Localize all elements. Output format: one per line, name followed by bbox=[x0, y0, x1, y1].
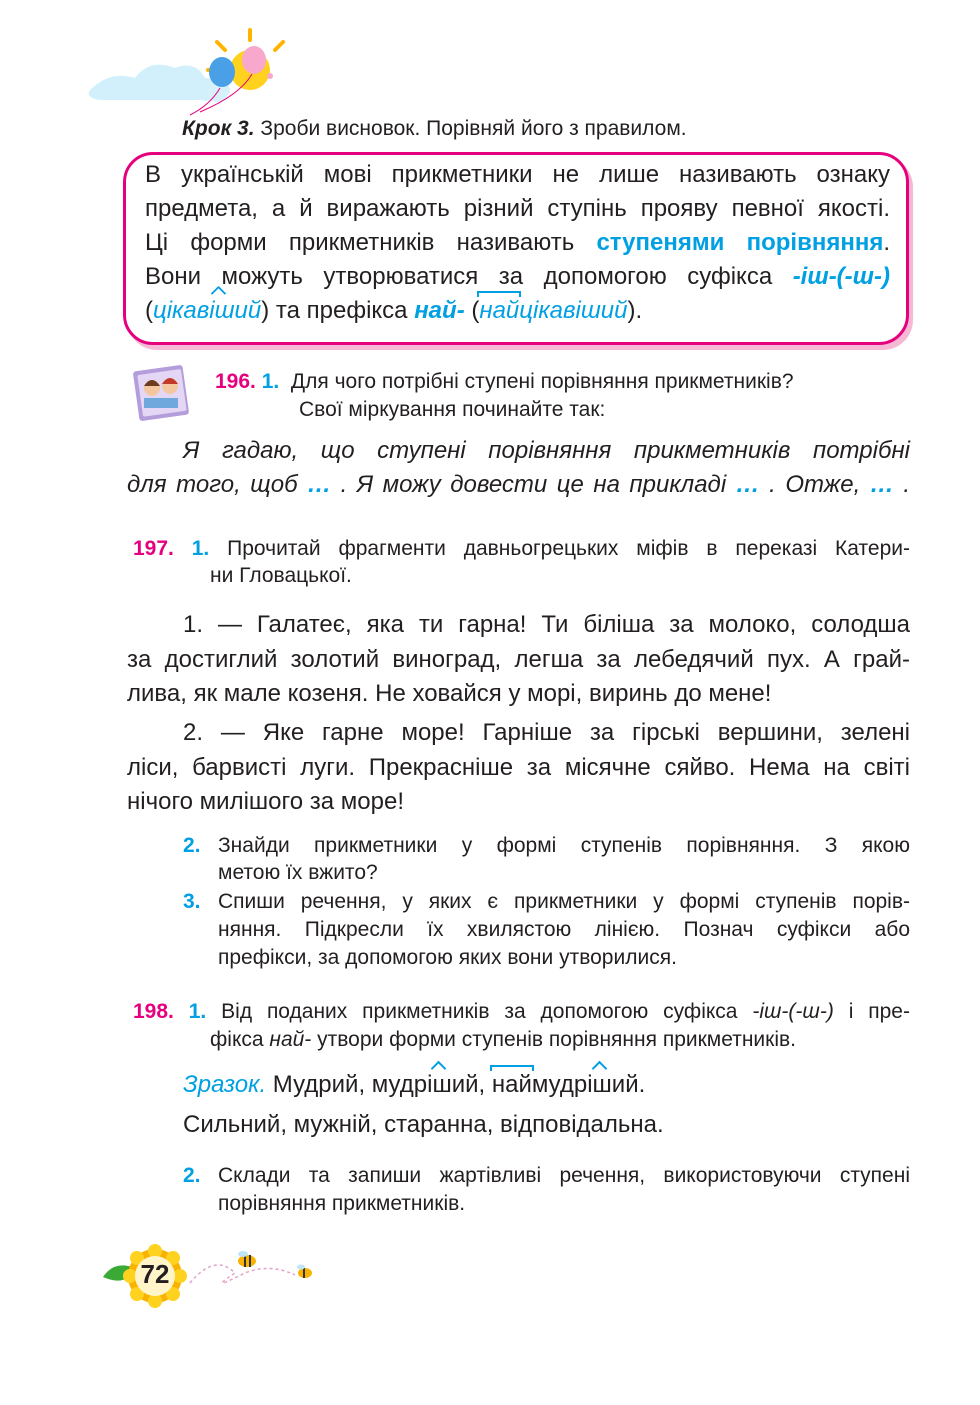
rule-line-4 bbox=[145, 260, 890, 294]
task-197-item-2-line-1: Знайди прикметники у формі ступенів порівняння. З якою bbox=[218, 834, 910, 857]
example-word-1 bbox=[153, 297, 261, 324]
rule-line-3 bbox=[145, 226, 890, 260]
rule-line-4-text: Вони можуть утворюватися за допомогою суфікса bbox=[145, 263, 793, 290]
example-1-root: цікав bbox=[153, 297, 210, 324]
myth-1-line-2: за достиглий золотий виноград, легша за лебедячий пух. А грай- bbox=[127, 646, 910, 673]
sun-balloons-illustration bbox=[80, 20, 300, 130]
rule-line-2: предмета, а й виражають різний ступінь прояву певної якості. bbox=[145, 195, 890, 222]
rule-line-3-text: Ці форми прикметників називають bbox=[145, 229, 597, 256]
sample-a: Мудрий, мудр bbox=[266, 1071, 428, 1098]
task-196-sentence-line-1: Я гадаю, що ступені порівняння прикметників потрібні bbox=[183, 437, 910, 464]
footer-decoration bbox=[95, 1243, 335, 1313]
task-198-sub-2: 2. bbox=[183, 1164, 201, 1187]
step-text: Зроби висновок. Порівняй його з правилом. bbox=[254, 117, 687, 140]
task-196-question: Для чого потрібні ступені порівняння прикметників? bbox=[290, 370, 794, 393]
sample-g: ий. bbox=[611, 1071, 646, 1098]
task-198-sub-1: 1. bbox=[188, 1000, 207, 1023]
task-197-item-3-line-2: няння. Підкресли їх хвилястою лінією. Познач суфікси або bbox=[218, 918, 910, 941]
sample-prefix: най bbox=[492, 1068, 532, 1102]
paren-open: ( bbox=[145, 297, 153, 324]
example-2-rest: цікавіший bbox=[519, 297, 628, 324]
task-197-question-2: ни Гловацької. bbox=[210, 564, 352, 587]
sample-suffix-2: іш bbox=[587, 1068, 612, 1102]
task-197-item-3-line-3: префікси, за допомогою яких вони утворилися. bbox=[218, 946, 677, 969]
task-197-sub-1: 1. bbox=[191, 537, 210, 560]
task-196-number: 196. bbox=[215, 370, 256, 393]
task-197-sub-2: 2. bbox=[183, 834, 201, 857]
task-198-line-2 bbox=[210, 1026, 796, 1054]
step-heading bbox=[182, 117, 687, 141]
task-198-q2c: утвори форми ступенів порівняння прикметників. bbox=[311, 1028, 797, 1051]
example-2-prefix: най bbox=[479, 294, 519, 328]
blue-balloon-icon bbox=[209, 57, 235, 87]
task-197-item-2-line-2: метою їх вжито? bbox=[218, 861, 378, 884]
s2-part-c: . Я можу довести це на прикладі bbox=[331, 471, 736, 498]
sample-label: Зразок. bbox=[183, 1071, 267, 1098]
adjective-list: Сильний, мужній, старанна, відповідальна. bbox=[183, 1111, 664, 1138]
paren-open-2: ( bbox=[464, 297, 480, 324]
myth-2-line-2: ліси, барвисті луги. Прекрасніше за місячне сяйво. Нема на світі bbox=[127, 754, 910, 781]
sample-e: мудр bbox=[531, 1071, 588, 1098]
rule-line-3-dot: . bbox=[883, 229, 890, 256]
rule-line-5 bbox=[145, 294, 890, 328]
task-198-prefix: най- bbox=[269, 1028, 312, 1051]
ellipsis-2: … bbox=[735, 471, 760, 498]
suffix-term: -іш-(-ш-) bbox=[792, 263, 890, 290]
task-198-suffix: -іш-(-ш-) bbox=[752, 1000, 834, 1023]
step-label: Крок 3. bbox=[182, 117, 255, 140]
task-197-number: 197. bbox=[133, 537, 174, 560]
task-196-instruction: Свої міркування починайте так: bbox=[299, 398, 606, 421]
rule-line-1: В українській мові прикметники не лише називають ознаку bbox=[145, 161, 890, 188]
myth-1-line-1: 1. — Галатеє, яка ти гарна! Ти біліша за молоко, солодша bbox=[183, 611, 910, 638]
myth-1-line-3: лива, як мале козеня. Не ховайся у морі, виринь до мене! bbox=[127, 680, 772, 707]
term-degrees-comparison: ступенями порівняння bbox=[596, 229, 884, 256]
example-1-ending: ий bbox=[234, 297, 262, 324]
myth-2-line-3: нічого милішого за море! bbox=[127, 788, 404, 815]
task-197-question-1: Прочитай фрагменти давньогрецьких міфів в переказі Катери- bbox=[227, 537, 910, 560]
bee-icon-small bbox=[297, 1265, 312, 1279]
task-198-number: 198. bbox=[133, 1000, 174, 1023]
bee-icon bbox=[238, 1251, 256, 1267]
s2-part-a: для того, щоб bbox=[127, 471, 308, 498]
task-196-line-1 bbox=[215, 368, 910, 396]
task-198-q2a: фікса bbox=[210, 1028, 270, 1051]
task-198-item-2-line-1: Склади та запиши жартівливі речення, використовуючи ступені bbox=[218, 1164, 910, 1187]
task-198-line-1 bbox=[133, 998, 910, 1026]
example-1-suffix: іш bbox=[209, 294, 234, 328]
task-196-sub-1: 1. bbox=[261, 370, 280, 393]
sample-suffix-1: іш bbox=[427, 1068, 452, 1102]
s2-part-g: . bbox=[893, 471, 910, 498]
pair-work-icon bbox=[130, 362, 192, 422]
rule-text bbox=[145, 158, 890, 328]
myth-2-line-1: 2. — Яке гарне море! Гарніше за гірські вершини, зелені bbox=[183, 719, 910, 746]
task-198-q1c: і пре- bbox=[833, 1000, 910, 1023]
sample-line bbox=[183, 1068, 645, 1102]
sample-c: ий, bbox=[451, 1071, 492, 1098]
s2-part-e: . Отже, bbox=[759, 471, 870, 498]
page-number: 72 bbox=[140, 1259, 170, 1289]
paren-close: ). bbox=[627, 297, 643, 324]
prefix-term: най- bbox=[414, 297, 465, 324]
ellipsis-3: … bbox=[869, 471, 894, 498]
task-197-sub-3: 3. bbox=[183, 890, 201, 913]
rule-line-5-text: ) та префікса bbox=[261, 297, 415, 324]
task-197-item-3-line-1: Спиши речення, у яких є прикметники у формі ступенів порів- bbox=[218, 890, 910, 913]
example-word-2 bbox=[479, 297, 627, 324]
ellipsis-1: … bbox=[307, 471, 332, 498]
task-197-line-1 bbox=[133, 535, 910, 563]
task-196-sentence-line-2 bbox=[127, 468, 910, 502]
task-198-item-2-line-2: порівняння прикметників. bbox=[218, 1192, 466, 1215]
pink-balloon-icon bbox=[242, 46, 266, 74]
task-198-q1a: Від поданих прикметників за допомогою суфікса bbox=[221, 1000, 753, 1023]
